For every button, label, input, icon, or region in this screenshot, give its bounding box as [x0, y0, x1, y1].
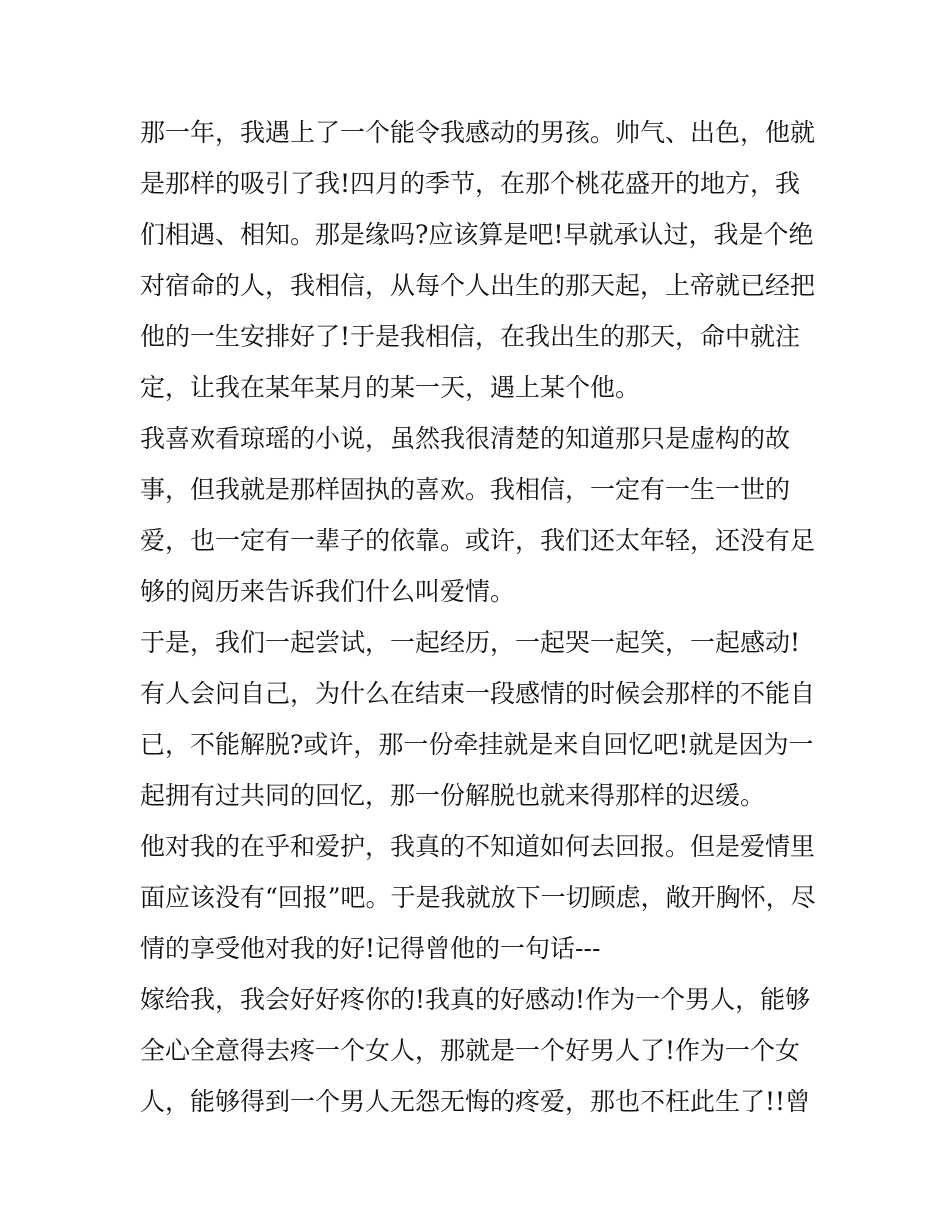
text-line: 他的一生安排好了!于是我相信，在我出生的那天，命中就注: [140, 322, 801, 351]
text-line: 已，不能解脱?或许，那一份牵挂就是来自回忆吧!就是因为一: [140, 730, 814, 759]
text-line: 他对我的在乎和爱护，我真的不知道如何去回报。但是爱情里: [140, 832, 816, 861]
text-line: 我喜欢看琼瑶的小说，虽然我很清楚的知道那只是虚构的故: [140, 424, 791, 453]
text-line: 爱，也一定有一辈子的依靠。或许，我们还太年轻，还没有足: [140, 526, 816, 555]
text-line: 们相遇、相知。那是缘吗?应该算是吧!早就承认过，我是个绝: [140, 220, 814, 249]
text-line: 有人会问自己，为什么在结束一段感情的时候会那样的不能自: [140, 679, 816, 708]
text-line: 面应该没有“回报”吧。于是我就放下一切顾虑，敞开胸怀，尽: [140, 883, 816, 912]
text-line: 对宿命的人，我相信，从每个人出生的那天起，上帝就已经把: [140, 271, 816, 300]
text-line: 于是，我们一起尝试，一起经历，一起哭一起笑，一起感动!: [140, 628, 801, 657]
text-line: 那一年，我遇上了一个能令我感动的男孩。帅气、出色，他就: [140, 118, 816, 147]
text-line: 人，能够得到一个男人无怨无悔的疼爱，那也不枉此生了!!曾: [140, 1087, 811, 1116]
document-body: [140, 107, 820, 1127]
text-line: 情的享受他对我的好!记得曾他的一句话---: [140, 934, 601, 963]
text-line: 定，让我在某年某月的某一天，遇上某个他。: [140, 373, 641, 402]
text-line: 够的阅历来告诉我们什么叫爱情。: [140, 577, 516, 606]
text-line: 全心全意得去疼一个女人，那就是一个好男人了!作为一个女: [140, 1036, 801, 1065]
text-line: 起拥有过共同的回忆，那一份解脱也就来得那样的迟缓。: [140, 781, 766, 810]
text-line: 是那样的吸引了我!四月的季节，在那个桃花盛开的地方，我: [140, 169, 801, 198]
text-line: 事，但我就是那样固执的喜欢。我相信，一定有一生一世的: [140, 475, 791, 504]
text-line: 嫁给我，我会好好疼你的!我真的好感动!作为一个男人，能够: [140, 985, 811, 1014]
